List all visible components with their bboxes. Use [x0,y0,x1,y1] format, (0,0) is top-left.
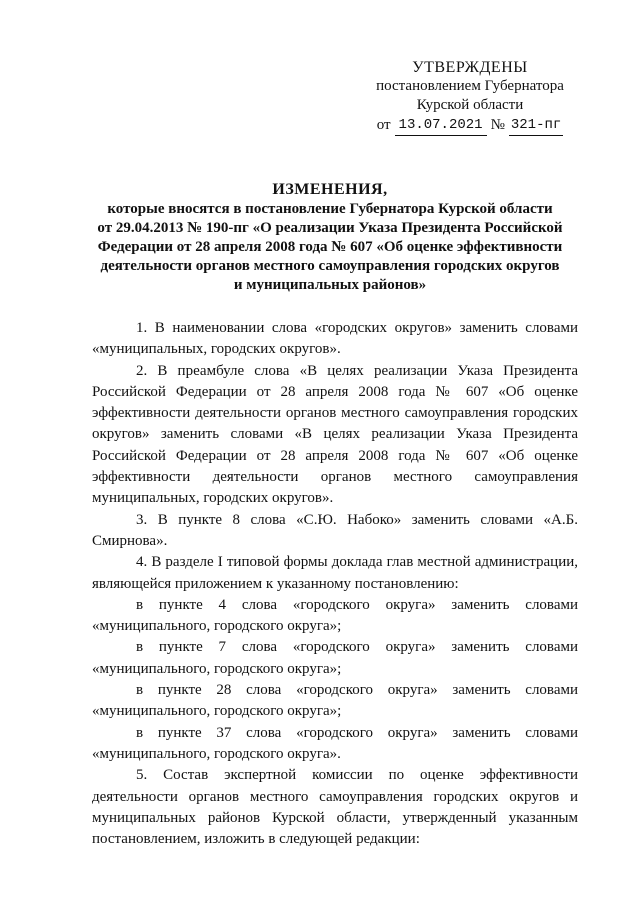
heading-line: деятельности органов местного самоуправления городских округов [100,258,560,274]
heading-line: которые вносятся в постановление Губернатора Курской области [107,201,553,217]
approval-line-1: постановлением Губернатора [376,78,564,94]
paragraph: в пункте 4 слова «городского округа» заменить словами «муниципального, городского округа»; [92,596,578,635]
document-body [92,318,578,850]
paragraph: 5. Состав экспертной комиссии по оценке эффективности деятельности органов местного самоуправления городских округов и муниципальных районов Курской области, утвержденный указанным постановлением, изложить в следующей редакции: [92,767,578,848]
number-prefix: № [490,117,505,133]
paragraph: в пункте 37 слова «городского округа» заменить словами «муниципального, городского округа». [92,724,578,762]
paragraph: 1. В наименовании слова «городских округов» заменить словами «муниципальных, городских округов». [92,320,578,358]
approval-block [360,58,580,136]
approval-number: 321-пг [509,116,563,136]
date-prefix: от [376,117,391,133]
approval-line-2: Курской области [416,97,524,113]
paragraph: 2. В преамбуле слова «В целях реализации Указа Президента Российской Федерации от 28 апреля 2008 года № 607 «Об оценке эффективности деятельности органов местного самоуправления городских округов» заменить словами «В целях реализации Указа Президента Российской Федерации от 28 апреля 2008 года № 607 «Об оценке эффективности деятельности органов местного самоуправления муниципальных, городских округов». [92,362,578,507]
approval-date-line [360,116,580,136]
approval-date: 13.07.2021 [395,116,487,136]
heading-line: Федерации от 28 апреля 2008 года № 607 «Об оценке эффективности [97,239,563,255]
heading-line: от 29.04.2013 № 190-пг «О реализации Указа Президента Российской [97,220,563,236]
paragraph: в пункте 7 слова «городского округа» заменить словами «муниципального, городского округа»; [92,639,578,677]
heading-line: и муниципальных районов» [233,277,427,293]
paragraph: 3. В пункте 8 слова «С.Ю. Набоко» заменить словами «А.Б. Смирнова». [92,511,578,549]
paragraph: 4. В разделе I типовой формы доклада глав местной администрации, являющейся приложением к указанному постановлению: [92,554,578,592]
heading-title: ИЗМЕНЕНИЯ, [272,181,388,198]
approval-title: УТВЕРЖДЕНЫ [412,59,528,76]
document-heading [80,180,580,295]
paragraph: в пункте 28 слова «городского округа» заменить словами «муниципального, городского округа»; [92,682,578,720]
